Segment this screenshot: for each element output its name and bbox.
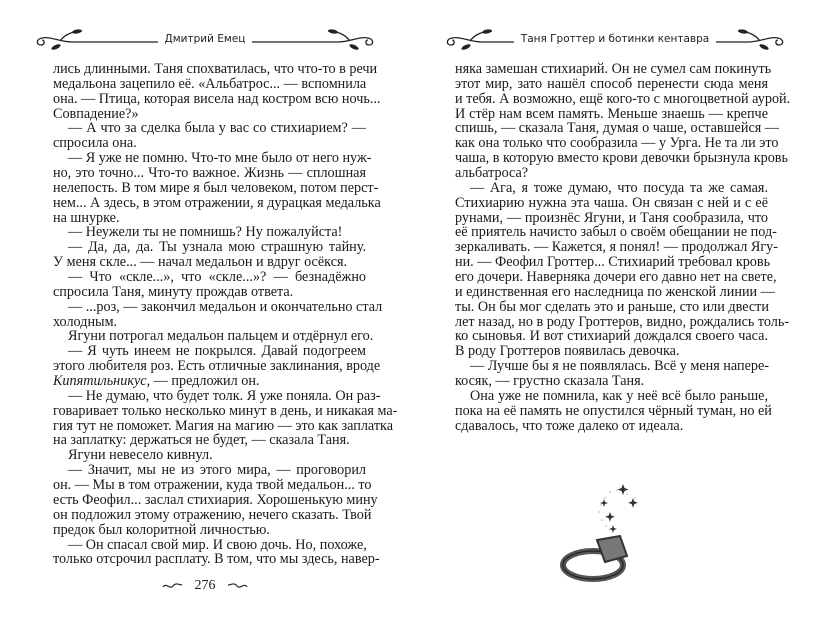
line-text: И стёр нам всем память. Меньше знаешь — крепче [455,105,768,122]
line-text: , — предложил он. [146,373,260,390]
line-text: — Неужели ты не помнишь? Ну пожалуйста! [68,224,343,241]
line-text: спросила Таня, минуту прождав ответа. [53,283,294,300]
text-line [53,328,374,345]
text-line [53,285,366,300]
text-line [455,359,768,374]
text-line [455,269,777,286]
line-text: пока на её память не опустился чёрный туман, но ей [455,402,772,419]
line-text: на шнурке. [53,209,120,226]
line-text: на заплатку: держаться не будет, — сказала Таня. [53,432,350,449]
line-text: зеркаливать. — Кажется, я понял! — продолжал Ягу- [455,239,778,256]
running-head-author: Дмитрий Емец [158,33,253,45]
line-text: нелепость. В том мире я был человеком, потом перст- [53,179,379,196]
text-line [455,389,768,404]
text-line [53,298,383,315]
page-number-value: 276 [194,578,216,593]
line-text: косяк, — грустно сказала Таня. [455,373,645,390]
text-line [53,225,366,240]
line-text: — Не думаю, что будет толк. Я уже поняла. Он раз- [68,387,381,404]
text-line [455,211,768,226]
line-text: спишь, — сказала Таня, думая о чаше, оставшейся — [455,120,779,137]
text-line [53,551,380,568]
text-line [455,181,768,196]
text-line [455,224,777,241]
line-text: ко сыновья. И вот стихиарий дождался своего часа. [455,328,768,345]
text-line [53,538,366,553]
line-text: но, это точно... Что-то важное. Жизнь — сплошная [53,165,366,182]
text-line [53,387,381,404]
line-text: Она уже не помнила, как у неё всё было раньше, [470,387,768,404]
line-text: лись длинными. Таня спохватилась, что что-то в речи [53,61,378,77]
text-line [53,315,366,330]
text-line [455,107,768,122]
page-number [0,578,410,594]
line-text: — Я чуть инеем не покрылся. Давай подогреем [68,343,366,360]
line-text: — Я уже не помню. Что-то мне было от него нуж- [68,150,372,167]
text-line [53,61,378,77]
text-line [455,90,791,107]
text-line [455,313,790,330]
line-text: — Что «скле...», что «скле...»? — безнадёжно [68,269,366,286]
running-header [440,28,790,52]
text-line [53,136,366,151]
italic-spell-name: Кипятильникус [53,373,147,390]
line-text: В роду Гроттеров появилась девочка. [455,343,680,360]
line-text: сдавалось, что тоже далеко от идеала. [455,417,684,434]
text-line [455,419,768,434]
line-text: этот мир, зато нашёл способ перенести сюда меня [455,75,768,92]
text-line [455,283,775,300]
text-line [53,77,366,92]
text-line [53,477,372,494]
line-text: говаривает только несколько минут в день, и никакая ма- [53,402,398,419]
text-line [53,166,366,181]
line-text: лет назад, но в роду Гроттеров, видно, рождались толь- [455,313,790,330]
text-line [455,254,771,271]
text-line [455,120,779,137]
text-line [53,402,398,419]
line-text: холодным. [53,313,118,330]
line-text: его дочери. Наверняка дочери его давно нет на свете, [455,269,777,286]
text-line [53,121,366,136]
page-text [455,61,791,434]
line-text: чаша, в которую вместо крови девочки брызнула кровь [455,150,788,167]
text-line [53,270,366,285]
text-line [53,179,379,196]
line-text: спросила она. [53,135,137,152]
line-text: — Значит, мы не из этого мира, — проговорил [68,462,366,479]
line-text: и единственная его наследница по женской линии — [455,283,775,300]
text-line [455,374,768,389]
line-text: — А что за сделка была у вас со стихиарием? — [68,120,366,137]
text-line [53,506,372,523]
line-text: гия тут не поможет. Магия на магию — это как заплатка [53,417,393,434]
line-text: — Он спасал свой мир. И свою дочь. Но, похоже, [68,536,367,553]
text-line [53,358,381,375]
text-line [455,239,778,256]
text-line [53,463,366,478]
line-text: нем... А здесь, в этом отражении, я дурацкая медалька [53,194,381,211]
line-text: альбатроса? [455,165,529,182]
line-text: предок был колоритной личностью. [53,521,270,538]
text-line [455,344,768,359]
line-text: няка замешан стихиарий. Он не сумел сам покинуть [455,61,772,77]
line-text: — Лучше бы я не появлялась. Всё у меня напере- [470,358,769,375]
line-text: — Да, да, да. Ты узнала мою страшную тайну. [68,239,366,256]
text-line [53,344,366,359]
line-text: Совпадение?» [53,105,139,122]
text-line [53,255,366,270]
text-line [53,211,366,226]
text-line [53,90,381,107]
text-line [53,194,381,211]
line-text: У меня скле... — начал медальон и вдруг осёкся. [53,254,348,271]
line-text: — Ага, я тоже думаю, что посуда та же самая. [470,179,768,196]
line-text: Ягуни потрогал медальон пальцем и отдёрнул его. [68,328,374,345]
text-line [455,61,772,77]
line-text: и тебя. А возможно, ещё кого-то с многоцветной аурой. [455,90,791,107]
text-line [53,491,378,508]
line-text: ни. — Феофил Гроттер... Стихиарий требовал кровь [455,254,771,271]
right-page [410,0,820,629]
text-line [455,329,768,344]
running-header [30,28,380,52]
text-line [455,196,768,211]
line-text: только отсрочил расплату. В том, что мы здесь, навер- [53,551,380,568]
running-head-title: Таня Гроттер и ботинки кентавра [514,33,716,45]
flourish-right-icon [227,581,249,591]
line-text: Ягуни невесело кивнул. [68,447,213,464]
line-text: ты. Он бы мог сделать это и раньше, сто или двести [455,298,769,315]
line-text: Стихиарию нужна эта чаша. Он связан с ней и с её [455,194,768,211]
page-text [53,61,398,568]
line-text: он подложил этому отражению, нечего сказать. Твой [53,506,372,523]
line-text: — ...роз, — закончил медальон и окончательно стал [68,298,383,315]
text-line [455,402,772,419]
text-line [53,150,372,167]
text-line [455,300,768,315]
flourish-left-icon [161,581,183,591]
line-text: как она только что сообразила — у Урга. Не та ли это [455,135,779,152]
line-text: этого любителя роз. Есть отличные заклинания, вроде [53,358,381,375]
ring-with-sparkles-icon [535,470,655,585]
text-line [53,107,366,122]
line-text: есть Феофил... заслал стихиария. Хорошенькую мину [53,491,378,508]
line-text: рунами, — произнёс Ягуни, и Таня сообразила, что [455,209,768,226]
text-line [53,433,366,448]
text-line [455,166,768,181]
text-line [455,77,768,92]
line-text: её приятель начисто забыл о своём обещании не под- [455,224,777,241]
text-line [53,523,366,538]
line-text: она. — Птица, которая висела над костром всю ночь... [53,90,381,107]
line-text: он. — Мы в том отражении, куда твой медальон... то [53,477,372,494]
text-line [53,417,393,434]
text-line [53,240,366,255]
text-line [53,374,366,389]
text-line [455,135,779,152]
line-text: медальона зацепило её. «Альбатрос... — вспомнила [53,75,367,92]
text-line [455,150,788,167]
text-line [53,448,366,463]
